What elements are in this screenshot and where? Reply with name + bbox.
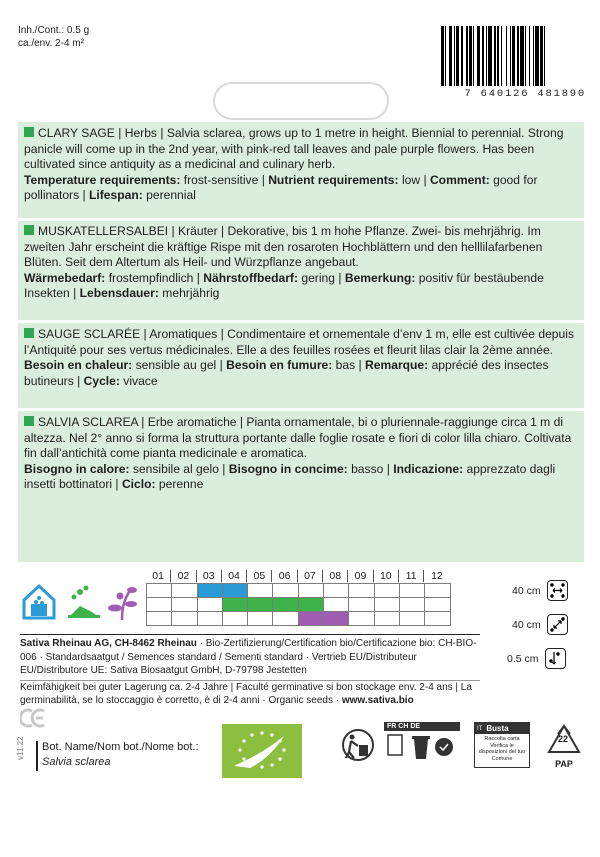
calendar-cell: [273, 612, 298, 626]
calendar-cell: [172, 612, 197, 626]
sorting-block: [384, 722, 460, 768]
calendar-cell: [324, 584, 349, 598]
calendar-month-09: 09: [348, 570, 373, 582]
calendar-months: [146, 570, 450, 582]
barcode-bars: [441, 26, 586, 86]
calendar-cell: [147, 612, 172, 626]
calendar-cell: [273, 598, 298, 612]
calendar-cell: [197, 584, 222, 598]
calendar-cell: [147, 598, 172, 612]
busta-block: IT Busta Raccolta carta Verifica le disposizioni del tuo Comune: [474, 722, 530, 768]
section-divider: [18, 218, 584, 221]
calendar-cell: [399, 584, 424, 598]
calendar-cell: [172, 598, 197, 612]
section-french: SAUGE SCLARÉE | Aromatiques | Condimentaire et ornementale d’env 1 m, elle est cultivée depuis l’Antiquité pour ses vertus médicinales. Elle a des feuilles rosées et fleurit lilas clair la 2ème année. Besoin en chaleur: sensible au gel | Besoin en fumure: bas | Remarque: apprécié des insectes butineurs | Cycle: vivace: [24, 327, 574, 388]
calendar-cell: [222, 612, 247, 626]
sowing-calendar: [146, 583, 451, 626]
sowing-depth: 0.5 cm: [507, 648, 566, 669]
calendar-cell: [172, 584, 197, 598]
section-english: CLARY SAGE | Herbs | Salvia sclarea, grows up to 1 metre in height. Biennial to perennial. Strong panicle will come up in the 2nd year, with pink-red tall leaves and pale purple flowers. Has been cultivated since antiquity as a medicinal and culinary herb. Temperature requirements: frost-sensitive | Nutrient requirements: low | Comment: good for pollinators | Lifespan: perennial: [24, 126, 564, 203]
ce-mark-icon: [20, 708, 46, 728]
calendar-cell: [298, 612, 323, 626]
calendar-cell: [349, 584, 374, 598]
calendar-cell: [399, 598, 424, 612]
content-info: [18, 24, 89, 50]
botanical-bar: [36, 741, 38, 771]
pap-recycle-block: [546, 724, 582, 768]
calendar-month-07: 07: [298, 570, 323, 582]
calendar-cell: [349, 612, 374, 626]
company-line: Sativa Rheinau AG, CH-8462 Rheinau · Bio-Zertifizierung/Certification bio/Certificazione bio: CH-BIO-006 · Standardsaatgut / Semences standard / Sementi standard · Vertrieb EU/Distributeur EU/Distributore UE: Sativa Biosaatgut GmbH, D-79798 Jestetten: [20, 634, 480, 678]
section-divider: [18, 320, 584, 323]
calendar-cell: [374, 584, 399, 598]
calendar-cell: [349, 598, 374, 612]
botanical-name-block: [42, 740, 199, 770]
eu-organic-logo-icon: [222, 724, 302, 778]
calendar-cell: [425, 584, 450, 598]
calendar-cell: [374, 612, 399, 626]
section-german: MUSKATELLERSALBEI | Kräuter | Dekorative, bis 1 m hohe Pflanze. Zwei- bis mehrjährig. Im zweiten Jahr erscheint die kräftige Rispe mit den rosaroten Hochblättern und den helllilafarbenen Blüten. Seit dem Altertum als Heil- und Würzpflanze angebaut. Wärmebedarf: frostempfindlich | Nährstoffbedarf: gering | Bemerkung: positiv für bestäubende Insekten | Lebensdauer: mehrjährig: [24, 224, 544, 301]
calendar-cell: [248, 598, 273, 612]
green-square-icon: [24, 225, 34, 235]
busta-text: Raccolta carta Verifica le disposizioni del tuo Comune: [478, 736, 526, 762]
row-distance-icon: [547, 580, 568, 601]
calendar-cell: [248, 612, 273, 626]
calendar-month-06: 06: [272, 570, 297, 582]
section-divider: [18, 408, 584, 411]
calendar-cell: [298, 598, 323, 612]
calendar-cell: [374, 598, 399, 612]
version-label: v11.22: [16, 736, 25, 760]
green-square-icon: [24, 416, 34, 426]
calendar-month-08: 08: [323, 570, 348, 582]
calendar-month-10: 10: [374, 570, 399, 582]
barcode-number: 7 640126 481890: [464, 88, 586, 100]
sowing-icons: [22, 582, 140, 622]
website-link[interactable]: www.sativa.bio: [341, 695, 414, 707]
calendar-cell: [298, 584, 323, 598]
barcode: [441, 26, 586, 102]
calendar-cell: [197, 612, 222, 626]
country-labels: FR CH DE: [384, 722, 460, 731]
calendar-month-01: 01: [146, 570, 171, 582]
plant-spacing: 40 cm: [512, 614, 568, 635]
pap-number: 22: [557, 734, 568, 744]
calendar-cell: [425, 612, 450, 626]
calendar-cell: [425, 598, 450, 612]
calendar-month-05: 05: [247, 570, 272, 582]
flowering-icon: [108, 587, 137, 620]
barcode-bar: [545, 26, 548, 86]
greenhouse-sowing-icon: [24, 586, 54, 618]
calendar-cell: [324, 598, 349, 612]
content-weight: Inh./Cont.: 0.5 g: [18, 25, 90, 36]
calendar-cell: [222, 598, 247, 612]
germination-line: Keimfähigkeit bei guter Lagerung ca. 2-4 Jahre | Faculté germinative si bon stockage env. 2-4 ans | La germinabilità, se lo stoccaggio è corretto, è di 2-4 anni · Organic seeds · www.sativa.bio: [20, 680, 480, 708]
calendar-cell: [248, 584, 273, 598]
section-italian: SALVIA SCLAREA | Erbe aromatiche | Pianta ornamentale, bi o pluriennale-raggiunge circa 1 m di altezza. Nel 2° anno si forma la struttura portante dalle foglie rosate e fiori di color lilla chiaro. Coltivata fin dall’antichità come pianta medicinale e aromatica. Bisogno in calore: sensibile al gelo | Bisogno in concime: basso | Indicazione: apprezzato dagli insetti bottinatori | Ciclo: perenne: [24, 415, 572, 492]
direct-sowing-icon: [68, 586, 100, 619]
calendar-month-12: 12: [431, 570, 443, 582]
calendar-cell: [147, 584, 172, 598]
calendar-month-02: 02: [171, 570, 196, 582]
content-area: ca./env. 2-4 m²: [18, 38, 84, 49]
hang-hole: [213, 82, 389, 120]
calendar-cell: [273, 584, 298, 598]
recycle-person-icon: [340, 728, 376, 762]
calendar-row: [147, 584, 451, 598]
bin-icons: [384, 731, 460, 767]
row-spacing: 40 cm: [512, 580, 568, 601]
calendar-cell: [197, 598, 222, 612]
pap-label: PAP: [555, 759, 573, 769]
botanical-name: Salvia sclarea: [42, 756, 111, 768]
botanical-label: Bot. Name/Nom bot./Nome bot.:: [42, 741, 199, 753]
calendar-month-03: 03: [197, 570, 222, 582]
depth-icon: [545, 648, 566, 669]
calendar-cell: [399, 612, 424, 626]
plant-distance-icon: [547, 614, 568, 635]
calendar-row: [147, 612, 451, 626]
calendar-cell: [324, 612, 349, 626]
company-info: [20, 634, 480, 708]
calendar-month-04: 04: [222, 570, 247, 582]
calendar-cell: [222, 584, 247, 598]
calendar-row: [147, 598, 451, 612]
green-square-icon: [24, 328, 34, 338]
calendar-month-11: 11: [399, 570, 424, 582]
green-square-icon: [24, 127, 34, 137]
